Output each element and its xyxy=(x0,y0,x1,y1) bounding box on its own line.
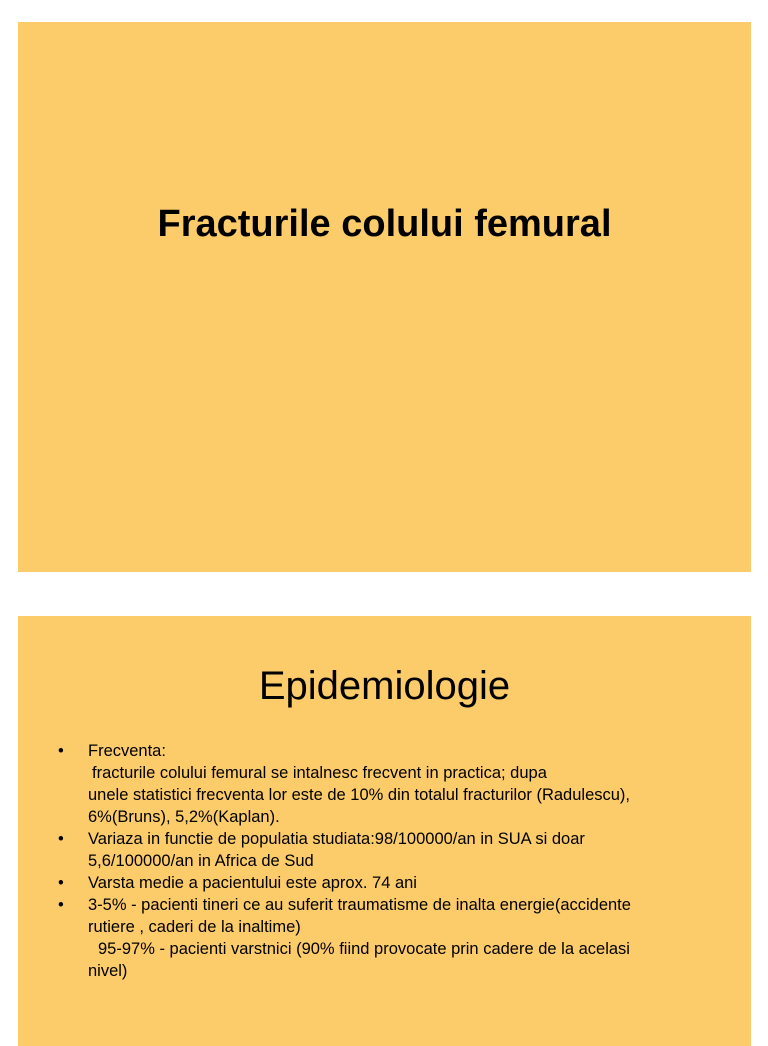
body-text-line: rutiere , caderi de la inaltime) xyxy=(88,918,301,936)
slide-body xyxy=(56,740,736,982)
body-text-line: 6%(Bruns), 5,2%(Kaplan). xyxy=(88,808,280,826)
slide-heading: Epidemiologie xyxy=(258,664,511,708)
bullet-icon: • xyxy=(58,830,64,848)
body-text-line: 95-97% - pacienti varstnici (90% fiind provocate prin cadere de la acelasi xyxy=(98,940,630,958)
body-text-line: fracturile colului femural se intalnesc frecvent in practica; dupa xyxy=(92,764,547,782)
bullet-icon: • xyxy=(58,874,64,892)
bullet-item xyxy=(56,894,736,916)
body-text-line: unele statistici frecventa lor este de 10% din totalul fracturilor (Radulescu), xyxy=(88,786,631,804)
slide-title-page xyxy=(18,22,751,572)
bullet-item xyxy=(56,740,736,762)
bullet-item xyxy=(56,828,736,850)
bullet-icon: • xyxy=(58,742,64,760)
slide-title: Fracturile colului femural xyxy=(157,203,612,245)
bullet-item xyxy=(56,872,736,894)
body-text-line: 5,6/100000/an in Africa de Sud xyxy=(88,852,314,870)
bullet-text: 3-5% - pacienti tineri ce au suferit traumatisme de inalta energie(accidente xyxy=(88,896,631,914)
bullet-text: Varsta medie a pacientului este aprox. 74 ani xyxy=(88,874,417,892)
body-text-line: nivel) xyxy=(88,962,128,980)
slide-epidemiologie xyxy=(18,616,751,1046)
bullet-icon: • xyxy=(58,896,64,914)
bullet-text: Variaza in functie de populatia studiata:98/100000/an in SUA si doar xyxy=(88,830,585,848)
bullet-text: Frecventa: xyxy=(88,742,166,760)
